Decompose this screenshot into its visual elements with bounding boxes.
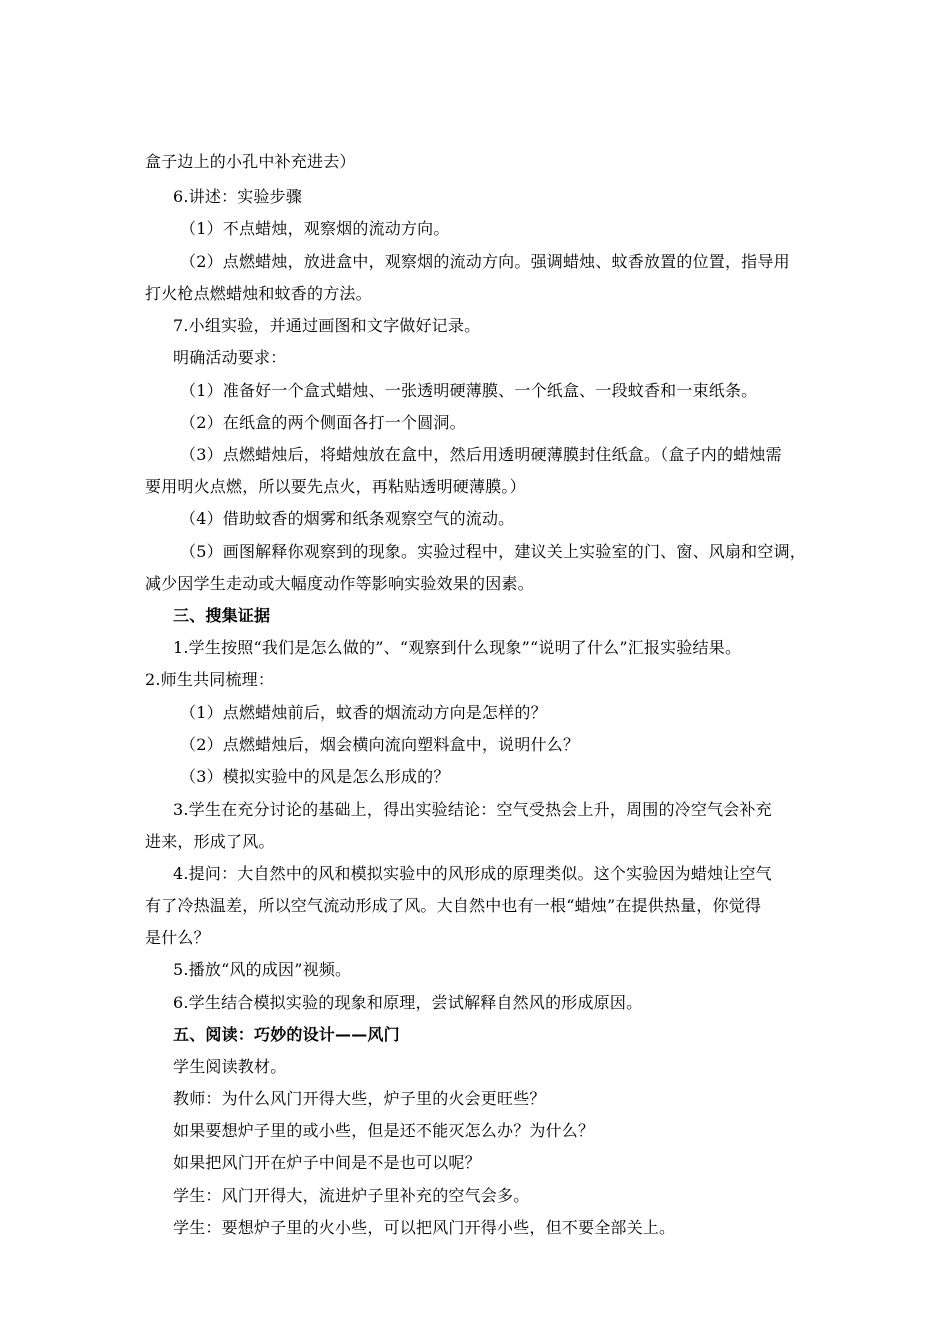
section-heading: 五、阅读：巧妙的设计——风门 (173, 1025, 400, 1044)
text-line: （3）点燃蜡烛后，将蜡烛放在盒中，然后用透明硬薄膜封住纸盒。（盒子内的蜡烛需 (180, 445, 782, 464)
text-line: 6.学生结合模拟实验的现象和原理，尝试解释自然风的形成原因。 (173, 993, 643, 1012)
text-line: 是什么？ (145, 928, 210, 947)
text-line: 1.学生按照“我们是怎么做的”、“观察到什么现象”“说明了什么”汇报实验结果。 (173, 638, 742, 657)
text-line: （1）点燃蜡烛前后，蚊香的烟流动方向是怎样的？ (180, 703, 547, 722)
text-line: 要用明火点燃，所以要先点火，再粘贴透明硬薄膜。） (145, 477, 526, 496)
text-line: 打火枪点燃蜡烛和蚊香的方法。 (145, 284, 372, 303)
text-line: 学生阅读教材。 (173, 1057, 287, 1076)
section-heading: 三、搜集证据 (173, 606, 271, 625)
text-line: （5）画图解释你观察到的现象。实验过程中，建议关上实验室的门、窗、风扇和空调， (180, 542, 806, 561)
text-line: 有了冷热温差，所以空气流动形成了风。大自然中也有一根“蜡烛”在提供热量，你觉得 (145, 896, 762, 915)
text-line: 进来，形成了风。 (145, 832, 275, 851)
text-line: （1）不点蜡烛，观察烟的流动方向。 (180, 219, 450, 238)
text-line: 7.小组实验，并通过画图和文字做好记录。 (173, 316, 481, 335)
text-line: 2.师生共同梳理： (145, 670, 275, 689)
text-line: 盒子边上的小孔中补充进去） (145, 152, 356, 171)
text-line: （2）点燃蜡烛后，烟会横向流向塑料盒中，说明什么？ (180, 735, 580, 754)
text-line: （1）准备好一个盒式蜡烛、一张透明硬薄膜、一个纸盒、一段蚊香和一束纸条。 (180, 381, 758, 400)
text-line: （4）借助蚊香的烟雾和纸条观察空气的流动。 (180, 509, 515, 528)
text-line: 明确活动要求： (173, 348, 287, 367)
text-line: 学生：要想炉子里的火小些，可以把风门开得小些，但不要全部关上。 (173, 1218, 676, 1237)
text-line: 3.学生在充分讨论的基础上，得出实验结论：空气受热会上升，周围的冷空气会补充 (173, 800, 772, 819)
text-line: 教师：为什么风门开得大些，炉子里的火会更旺些？ (173, 1089, 546, 1108)
text-line: 如果要想炉子里的或小些，但是还不能灭怎么办？为什么？ (173, 1121, 595, 1140)
text-line: 学生：风门开得大，流进炉子里补充的空气会多。 (173, 1186, 530, 1205)
text-line: （2）点燃蜡烛，放进盒中，观察烟的流动方向。强调蜡烛、蚊香放置的位置，指导用 (180, 252, 790, 271)
text-line: （2）在纸盒的两个侧面各打一个圆洞。 (180, 413, 466, 432)
text-line: （3）模拟实验中的风是怎么形成的？ (180, 767, 450, 786)
text-line: 6.讲述：实验步骤 (173, 187, 303, 206)
text-line: 4.提问：大自然中的风和模拟实验中的风形成的原理类似。这个实验因为蜡烛让空气 (173, 864, 772, 883)
text-line: 5.播放“风的成因”视频。 (173, 960, 352, 979)
text-line: 如果把风门开在炉子中间是不是也可以呢？ (173, 1153, 481, 1172)
text-line: 减少因学生走动或大幅度动作等影响实验效果的因素。 (145, 574, 534, 593)
